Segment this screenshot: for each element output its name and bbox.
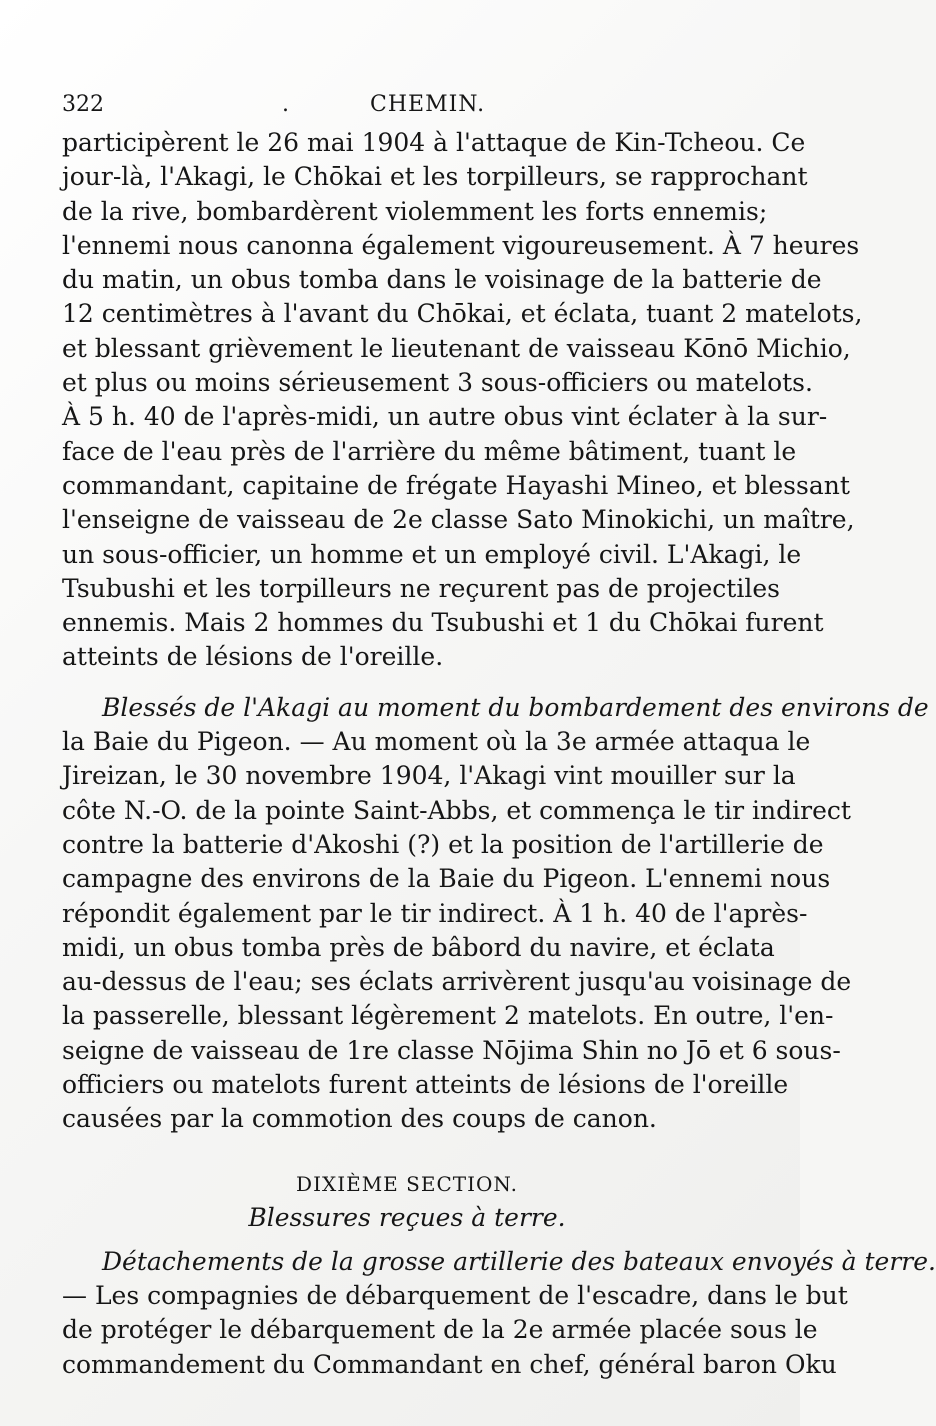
paragraph-heading: Détachements de la grosse artillerie des bateaux envoyés à terre. (102, 1246, 936, 1276)
text-line: la passerelle, blessant légèrement 2 matelots. En outre, l'en- (62, 1001, 834, 1031)
text-line: et plus ou moins sérieusement 3 sous-officiers ou matelots. (62, 368, 813, 398)
text-line: face de l'eau près de l'arrière du même bâtiment, tuant le (62, 436, 797, 466)
text-line: au-dessus de l'eau; ses éclats arrivèrent jusqu'au voisinage de (62, 967, 852, 997)
text-line: ennemis. Mais 2 hommes du Tsubushi et 1 du Chōkai furent (62, 608, 824, 638)
text-line: la Baie du Pigeon. — Au moment où la 3e armée attaqua le (62, 727, 811, 757)
text-line: causées par la commotion des coups de canon. (62, 1104, 657, 1134)
text-line: — Les compagnies de débarquement de l'escadre, dans le but (62, 1280, 848, 1310)
section-subtitle: Blessures reçues à terre. (248, 1202, 566, 1232)
text-line: Tsubushi et les torpilleurs ne reçurent pas de projectiles (62, 573, 780, 603)
paragraph-2 (62, 691, 929, 1137)
text-line: À 5 h. 40 de l'après-midi, un autre obus vint éclater à la sur- (62, 402, 828, 432)
text-line: commandant, capitaine de frégate Hayashi Mineo, et blessant (62, 470, 850, 500)
text-line: Jireizan, le 30 novembre 1904, l'Akagi vint mouiller sur la (62, 761, 796, 791)
text-line: jour-là, l'Akagi, le Chōkai et les torpilleurs, se rapprochant (62, 162, 808, 192)
text-line: officiers ou matelots furent atteints de lésions de l'oreille (62, 1070, 789, 1100)
text-line: du matin, un obus tomba dans le voisinage de la batterie de (62, 265, 822, 295)
text-line: contre la batterie d'Akoshi (?) et la position de l'artillerie de (62, 829, 824, 859)
text-line: de la rive, bombardèrent violemment les forts ennemis; (62, 196, 768, 226)
paragraph-3 (62, 1245, 936, 1382)
header-separator: . (282, 92, 289, 117)
page-body (62, 126, 936, 1382)
text-line: commandement du Commandant en chef, général baron Oku (62, 1349, 837, 1379)
text-line: seigne de vaisseau de 1re classe Nōjima Shin no Jō et 6 sous- (62, 1035, 841, 1065)
paragraph-1 (62, 126, 863, 675)
text-line: participèrent le 26 mai 1904 à l'attaque de Kin-Tcheou. Ce (62, 128, 806, 157)
running-head: CHEMIN. (370, 92, 486, 117)
text-line: atteints de lésions de l'oreille. (62, 642, 444, 672)
text-line: 12 centimètres à l'avant du Chōkai, et éclata, tuant 2 matelots, (62, 299, 863, 329)
text-line: de protéger le débarquement de la 2e armée placée sous le (62, 1315, 818, 1345)
text-line: l'ennemi nous canonna également vigoureusement. À 7 heures (62, 230, 860, 260)
paragraph-heading: Blessés de l'Akagi au moment du bombardement des environs de (102, 692, 929, 722)
text-line: et blessant grièvement le lieutenant de vaisseau Kōnō Michio, (62, 333, 851, 363)
text-line: campagne des environs de la Baie du Pigeon. L'ennemi nous (62, 864, 831, 894)
text-line: l'enseigne de vaisseau de 2e classe Sato Minokichi, un maître, (62, 505, 855, 535)
text-line: un sous-officier, un homme et un employé civil. L'Akagi, le (62, 539, 802, 569)
text-line: côte N.-O. de la pointe Saint-Abbs, et commença le tir indirect (62, 795, 851, 825)
text-line: midi, un obus tomba près de bâbord du navire, et éclata (62, 932, 775, 962)
page-number: 322 (62, 92, 104, 117)
text-line: répondit également par le tir indirect. À 1 h. 40 de l'après- (62, 898, 808, 928)
section-title: DIXIÈME SECTION. (296, 1171, 518, 1196)
page-header (62, 86, 764, 126)
